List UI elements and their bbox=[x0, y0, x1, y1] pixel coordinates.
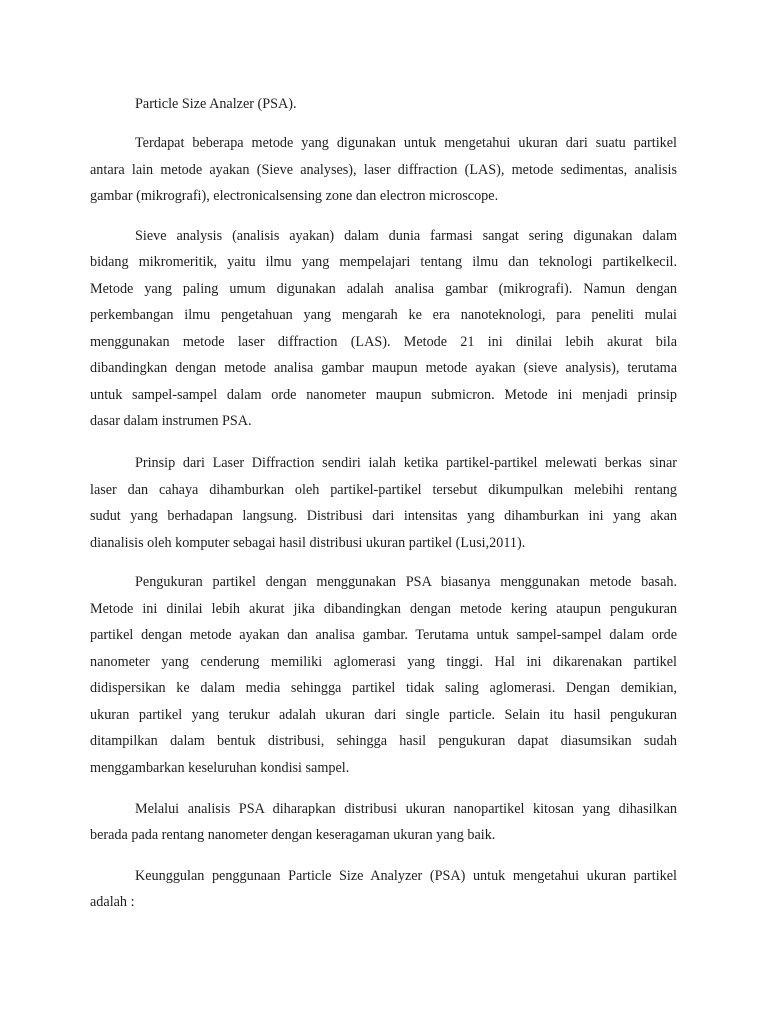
paragraph-4-line-5: didispersikan ke dalam media sehingga partikel tidak saling aglomerasi. Dengan demikian, bbox=[90, 680, 677, 696]
paragraph-3-line-1: Prinsip dari Laser Diffraction sendiri ialah ketika partikel-partikel melewati berkas sinar bbox=[135, 455, 677, 471]
paragraph-2-line-2: bidang mikromeritik, yaitu ilmu yang mempelajari tentang ilmu dan teknologi partikelkecil. bbox=[90, 254, 677, 270]
document-title: Particle Size Analzer (PSA). bbox=[135, 96, 297, 112]
paragraph-4-line-2: Metode ini dinilai lebih akurat jika dibandingkan dengan metode kering ataupun pengukuran bbox=[90, 601, 677, 617]
paragraph-3-line-3: sudut yang berhadapan langsung. Distribusi dari intensitas yang dihamburkan ini yang akan bbox=[90, 508, 677, 524]
paragraph-2-line-7: untuk sampel-sampel dalam orde nanometer maupun submicron. Metode ini menjadi prinsip bbox=[90, 387, 677, 403]
paragraph-3-line-4: dianalisis oleh komputer sebagai hasil distribusi ukuran partikel (Lusi,2011). bbox=[90, 535, 526, 551]
paragraph-4-line-4: nanometer yang cenderung memiliki aglomerasi yang tinggi. Hal ini dikarenakan partikel bbox=[90, 654, 677, 670]
paragraph-2-line-1: Sieve analysis (analisis ayakan) dalam dunia farmasi sangat sering digunakan dalam bbox=[135, 228, 677, 244]
paragraph-1-line-1: Terdapat beberapa metode yang digunakan untuk mengetahui ukuran dari suatu partikel bbox=[135, 135, 677, 151]
paragraph-4-line-8: menggambarkan keseluruhan kondisi sampel. bbox=[90, 760, 350, 776]
paragraph-2-line-3: Metode yang paling umum digunakan adalah analisa gambar (mikrografi). Namun dengan bbox=[90, 281, 677, 297]
paragraph-1-line-3: gambar (mikrografi), electronicalsensing zone dan electron microscope. bbox=[90, 188, 499, 204]
paragraph-5-line-2: berada pada rentang nanometer dengan keseragaman ukuran yang baik. bbox=[90, 827, 496, 843]
paragraph-6-line-2: adalah : bbox=[90, 894, 135, 910]
paragraph-6-line-1: Keunggulan penggunaan Particle Size Analyzer (PSA) untuk mengetahui ukuran partikel bbox=[135, 868, 677, 884]
paragraph-4-line-1: Pengukuran partikel dengan menggunakan PSA biasanya menggunakan metode basah. bbox=[135, 574, 677, 590]
paragraph-2-line-8: dasar dalam instrumen PSA. bbox=[90, 413, 252, 429]
paragraph-4-line-3: partikel dengan metode ayakan dan analisa gambar. Terutama untuk sampel-sampel dalam orde bbox=[90, 627, 677, 643]
paragraph-4-line-6: ukuran partikel yang terukur adalah ukuran dari single particle. Selain itu hasil pengukuran bbox=[90, 707, 677, 723]
paragraph-5-line-1: Melalui analisis PSA diharapkan distribusi ukuran nanopartikel kitosan yang dihasilkan bbox=[135, 801, 677, 817]
paragraph-2-line-4: perkembangan ilmu pengetahuan yang mengarah ke era nanoteknologi, para peneliti mulai bbox=[90, 307, 677, 323]
paragraph-2-line-6: dibandingkan dengan metode analisa gambar maupun metode ayakan (sieve analysis), terutama bbox=[90, 360, 677, 376]
paragraph-4-line-7: ditampilkan dalam bentuk distribusi, sehingga hasil pengukuran dapat diasumsikan sudah bbox=[90, 733, 677, 749]
paragraph-1-line-2: antara lain metode ayakan (Sieve analyses), laser diffraction (LAS), metode sedimentas, analisis bbox=[90, 162, 677, 178]
paragraph-3-line-2: laser dan cahaya dihamburkan oleh partikel-partikel tersebut dikumpulkan melebihi rentang bbox=[90, 482, 677, 498]
paragraph-2-line-5: menggunakan metode laser diffraction (LAS). Metode 21 ini dinilai lebih akurat bila bbox=[90, 334, 677, 350]
